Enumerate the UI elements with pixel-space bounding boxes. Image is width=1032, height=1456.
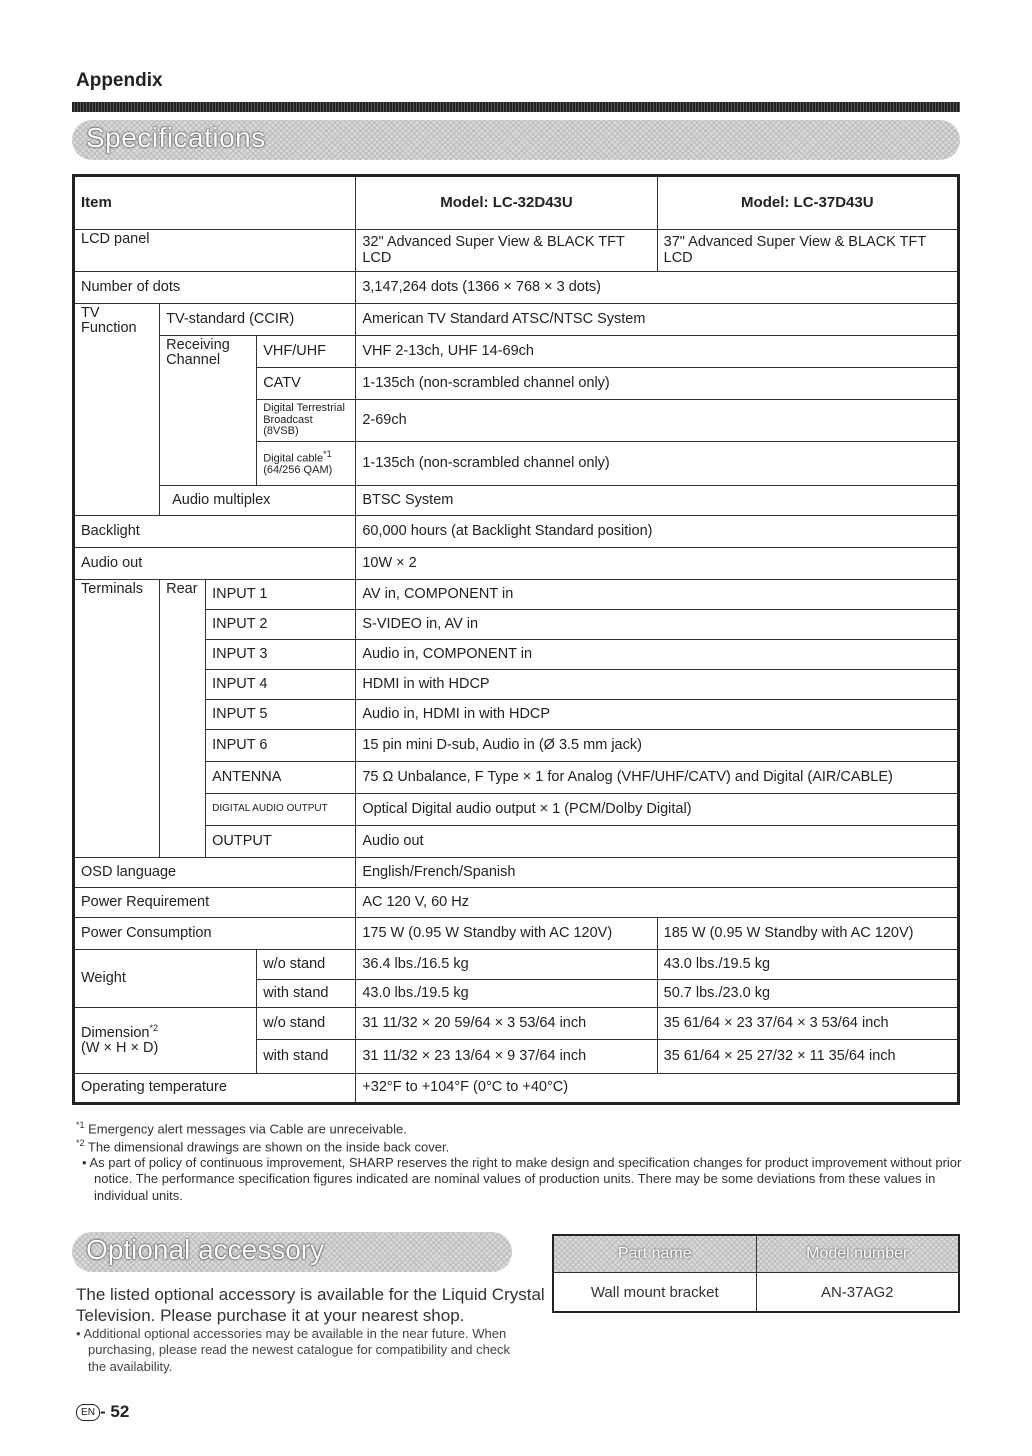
optional-accessory-note: • Additional optional accessories may be available in the near future. When purchasing, please read the newest catalogue for compatibility and check the availability. bbox=[76, 1326, 511, 1374]
sub-label: Audio multiplex bbox=[160, 486, 356, 516]
row-label: LCD panel bbox=[74, 230, 356, 272]
cell-value: 35 61/64 × 23 37/64 × 3 53/64 inch bbox=[657, 1008, 958, 1040]
cell-value: Audio out bbox=[356, 826, 959, 858]
optional-accessory-title: Optional accessory bbox=[86, 1234, 325, 1265]
sub-label: TV-standard (CCIR) bbox=[160, 304, 356, 336]
table-row bbox=[74, 826, 959, 858]
table-row bbox=[74, 580, 959, 610]
sub-label: with stand bbox=[257, 980, 356, 1008]
row-label: Operating temperature bbox=[74, 1074, 356, 1104]
section-rule bbox=[72, 102, 960, 112]
cell-value: 185 W (0.95 W Standby with AC 120V) bbox=[657, 918, 958, 950]
sub-label: w/o stand bbox=[257, 950, 356, 980]
table-header-row bbox=[74, 176, 959, 230]
cell-value: AN-37AG2 bbox=[756, 1273, 959, 1313]
table-row bbox=[74, 950, 959, 980]
cell-value: BTSC System bbox=[356, 486, 959, 516]
cell-value: AV in, COMPONENT in bbox=[356, 580, 959, 610]
header-item: Item bbox=[74, 176, 356, 230]
footnote-bullet: • As part of policy of continuous improvement, SHARP reserves the right to make design and specification changes for product improvement without prior notice. The performance specification figures indicated are nominal values of production units. There may be some deviations from these values in individual units. bbox=[82, 1155, 962, 1203]
header-part-name: Part name bbox=[553, 1235, 756, 1273]
cell-value: 32" Advanced Super View & BLACK TFT LCD bbox=[356, 230, 657, 272]
cell-value: Audio in, COMPONENT in bbox=[356, 640, 959, 670]
specifications-table bbox=[72, 174, 960, 1105]
cell-value: 175 W (0.95 W Standby with AC 120V) bbox=[356, 918, 657, 950]
terminal-name: INPUT 5 bbox=[206, 700, 356, 730]
header-model-2: Model: LC-37D43U bbox=[657, 176, 958, 230]
table-row bbox=[74, 548, 959, 580]
row-label: Terminals bbox=[74, 580, 160, 858]
table-row bbox=[74, 1074, 959, 1104]
table-row bbox=[74, 230, 959, 272]
row-label: Weight bbox=[74, 950, 257, 1008]
cell-value: 60,000 hours (at Backlight Standard position) bbox=[356, 516, 959, 548]
sub-label: VHF/UHF bbox=[257, 336, 356, 368]
table-row bbox=[74, 700, 959, 730]
accessory-table bbox=[552, 1234, 960, 1313]
cell-value: VHF 2-13ch, UHF 14-69ch bbox=[356, 336, 959, 368]
table-row bbox=[74, 516, 959, 548]
sub-label: Digital cable$^{*1}$ (64/256 QAM) bbox=[257, 442, 356, 486]
row-label: Number of dots bbox=[74, 272, 356, 304]
row-label: TV Function bbox=[74, 304, 160, 516]
table-row bbox=[74, 670, 959, 700]
cell-value: Wall mount bracket bbox=[553, 1273, 756, 1313]
cell-value: 10W × 2 bbox=[356, 548, 959, 580]
cell-value: 31 11/32 × 23 13/64 × 9 37/64 inch bbox=[356, 1040, 657, 1074]
cell-value: 36.4 lbs./16.5 kg bbox=[356, 950, 657, 980]
table-row bbox=[74, 486, 959, 516]
cell-value: 37" Advanced Super View & BLACK TFT LCD bbox=[657, 230, 958, 272]
header-model-number: Model number bbox=[756, 1235, 959, 1273]
cell-value: 75 Ω Unbalance, F Type × 1 for Analog (VHF/UHF/CATV) and Digital (AIR/CABLE) bbox=[356, 762, 959, 794]
section-heading: Appendix bbox=[76, 70, 163, 91]
table-row bbox=[553, 1273, 959, 1313]
table-row bbox=[74, 730, 959, 762]
row-label: Power Consumption bbox=[74, 918, 356, 950]
cell-value: 3,147,264 dots (1366 × 768 × 3 dots) bbox=[356, 272, 959, 304]
row-label: Audio out bbox=[74, 548, 356, 580]
cell-value: 31 11/32 × 20 59/64 × 3 53/64 inch bbox=[356, 1008, 657, 1040]
cell-value: +32°F to +104°F (0°C to +40°C) bbox=[356, 1074, 959, 1104]
cell-value: 43.0 lbs./19.5 kg bbox=[356, 980, 657, 1008]
row-label: OSD language bbox=[74, 858, 356, 888]
cell-value: English/French/Spanish bbox=[356, 858, 959, 888]
terminal-name: INPUT 3 bbox=[206, 640, 356, 670]
sub-label: Rear bbox=[160, 580, 206, 858]
terminal-name: INPUT 4 bbox=[206, 670, 356, 700]
row-label: Backlight bbox=[74, 516, 356, 548]
sub-label: with stand bbox=[257, 1040, 356, 1074]
row-label: Power Requirement bbox=[74, 888, 356, 918]
table-row bbox=[74, 888, 959, 918]
terminal-name: ANTENNA bbox=[206, 762, 356, 794]
table-row bbox=[74, 304, 959, 336]
footnote-2: $^{*2}$ The dimensional drawings are shown on the inside back cover. bbox=[76, 1137, 450, 1154]
terminal-name: OUTPUT bbox=[206, 826, 356, 858]
header-model-1: Model: LC-32D43U bbox=[356, 176, 657, 230]
sub-label: Receiving Channel bbox=[160, 336, 257, 486]
cell-value: American TV Standard ATSC/NTSC System bbox=[356, 304, 959, 336]
row-label: Dimension$^{*2}$ (W × H × D) bbox=[74, 1008, 257, 1074]
cell-value: S-VIDEO in, AV in bbox=[356, 610, 959, 640]
cell-value: Audio in, HDMI in with HDCP bbox=[356, 700, 959, 730]
footnotes bbox=[76, 1120, 964, 1204]
terminal-name: INPUT 6 bbox=[206, 730, 356, 762]
table-row bbox=[74, 336, 959, 368]
table-row bbox=[74, 1008, 959, 1040]
cell-value: AC 120 V, 60 Hz bbox=[356, 888, 959, 918]
cell-value: 43.0 lbs./19.5 kg bbox=[657, 950, 958, 980]
table-row bbox=[74, 794, 959, 826]
cell-value: Optical Digital audio output × 1 (PCM/Dolby Digital) bbox=[356, 794, 959, 826]
sub-label: Digital Terrestrial Broadcast (8VSB) bbox=[257, 400, 356, 442]
cell-value: 35 61/64 × 25 27/32 × 11 35/64 inch bbox=[657, 1040, 958, 1074]
terminal-name: DIGITAL AUDIO OUTPUT bbox=[206, 794, 356, 826]
table-row bbox=[74, 610, 959, 640]
terminal-name: INPUT 2 bbox=[206, 610, 356, 640]
sub-label: CATV bbox=[257, 368, 356, 400]
footnote-1: $^{*1}$ Emergency alert messages via Cable are unreceivable. bbox=[76, 1120, 407, 1137]
table-row bbox=[74, 762, 959, 794]
table-row bbox=[74, 918, 959, 950]
cell-value: 1-135ch (non-scrambled channel only) bbox=[356, 442, 959, 486]
table-row bbox=[74, 640, 959, 670]
cell-value: 15 pin mini D-sub, Audio in (Ø 3.5 mm jack) bbox=[356, 730, 959, 762]
terminal-name: INPUT 1 bbox=[206, 580, 356, 610]
cell-value: 2-69ch bbox=[356, 400, 959, 442]
table-row bbox=[74, 272, 959, 304]
table-row bbox=[74, 858, 959, 888]
cell-value: 50.7 lbs./23.0 kg bbox=[657, 980, 958, 1008]
optional-accessory-text: The listed optional accessory is available for the Liquid Crystal Television. Please purchase it at your nearest shop. bbox=[76, 1285, 545, 1326]
accessory-header-row bbox=[553, 1235, 959, 1273]
sub-label: w/o stand bbox=[257, 1008, 356, 1040]
cell-value: HDMI in with HDCP bbox=[356, 670, 959, 700]
language-badge: EN bbox=[76, 1404, 100, 1421]
cell-value: 1-135ch (non-scrambled channel only) bbox=[356, 368, 959, 400]
page-number: EN - 52 bbox=[76, 1402, 129, 1422]
page-title: Specifications bbox=[86, 122, 266, 153]
